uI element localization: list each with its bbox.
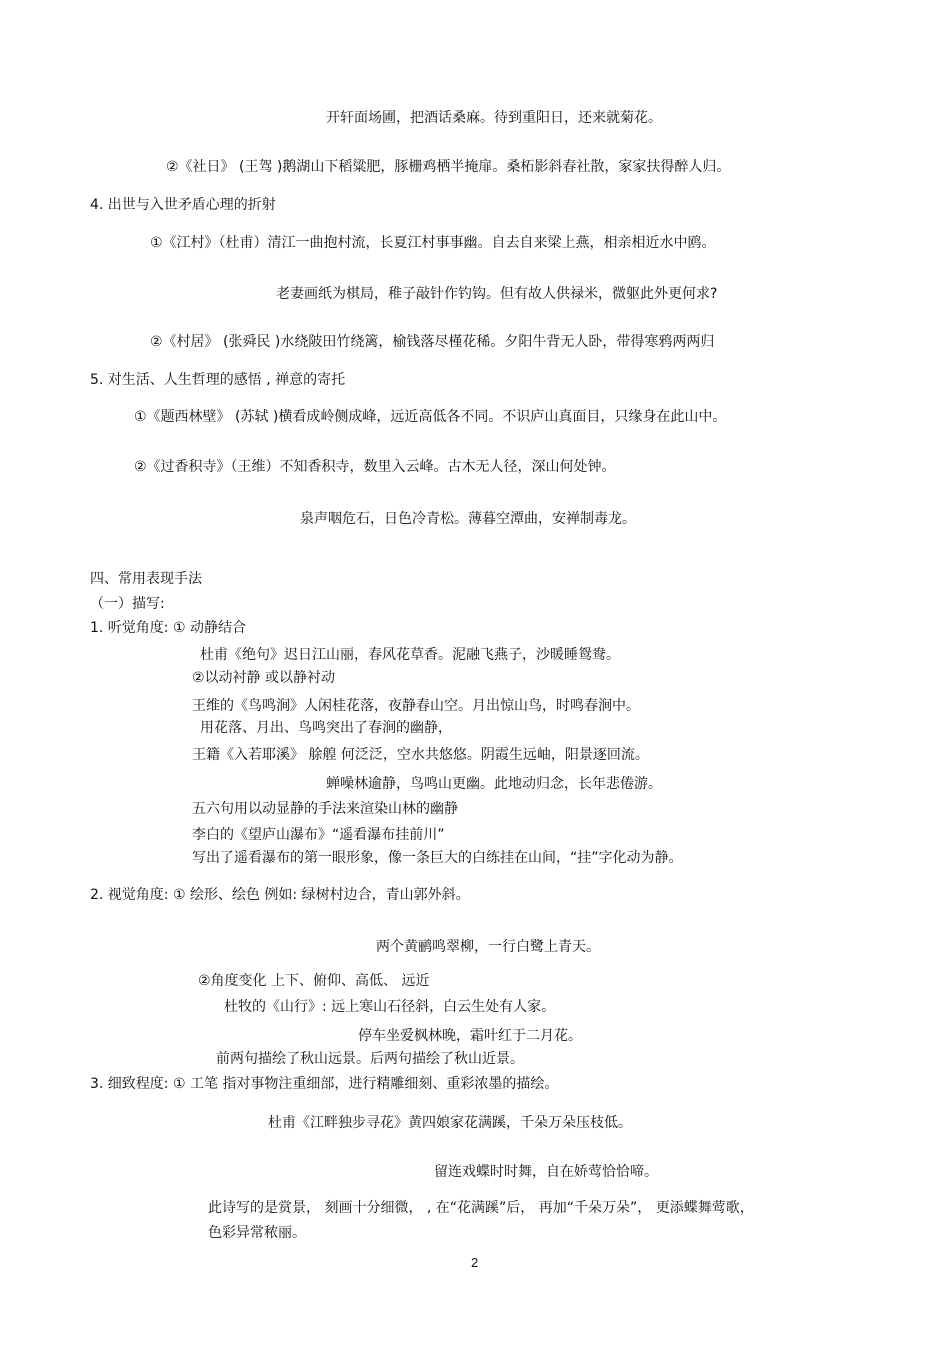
poem-entry: 杜甫《绝句》迟日江山丽，春风花草香。泥融飞燕子，沙暖睡鸳鸯。 — [200, 647, 620, 663]
poem-entry: ②《过香积寺》（王维）不知香积寺，数里入云峰。古木无人径，深山何处钟。 — [134, 459, 616, 475]
commentary: 写出了遥看瀑布的第一眼形象，像一条巨大的白练挂在山间，“挂”字化动为静。 — [192, 850, 683, 866]
poem-entry: ②《社日》 (王驾 )鹅湖山下稻粱肥，豚栅鸡栖半掩扉。桑柘影斜春社散，家家扶得醉人归。 — [166, 159, 731, 175]
poem-entry: ①《题西林壁》 (苏轼 )横看成岭侧成峰，远近高低各不同。不识庐山真面目，只缘身在此山中。 — [134, 409, 727, 425]
poem-line: 泉声咽危石，日色冷青松。薄暮空潭曲，安禅制毒龙。 — [300, 511, 636, 527]
poem-line: 开轩面场圃，把酒话桑麻。待到重阳日，还来就菊花。 — [326, 110, 662, 126]
chapter-heading: 四、常用表现手法 — [90, 571, 202, 587]
poem-line: 两个黄鹂鸣翠柳，一行白鹭上青天。 — [376, 939, 600, 955]
poem-entry: 王维的《鸟鸣涧》人闲桂花落，夜静春山空。月出惊山鸟，时鸣春涧中。 — [192, 698, 640, 714]
poem-line: 停车坐爱枫林晚，霜叶红于二月花。 — [358, 1028, 582, 1044]
subsection-heading: （一）描写: — [90, 596, 165, 612]
section-heading: 3. 细致程度: ① 工笔 指对事物注重细部，进行精雕细刻、重彩浓墨的描绘。 — [90, 1076, 559, 1092]
poem-entry: 杜甫《江畔独步寻花》黄四娘家花满蹊，千朵万朵压枝低。 — [268, 1115, 632, 1131]
commentary: 五六句用以动显静的手法来渲染山林的幽静 — [192, 801, 458, 817]
poem-line: 留连戏蝶时时舞，自在娇莺恰恰啼。 — [434, 1164, 658, 1180]
poem-line: 老妻画纸为棋局，稚子敲针作钓钩。但有故人供禄米，微躯此外更何求? — [276, 286, 718, 302]
poem-entry: ①《江村》（杜甫）清江一曲抱村流，长夏江村事事幽。自去自来梁上燕，相亲相近水中鸥。 — [150, 235, 716, 251]
poem-entry: 王籍《入若耶溪》 艅艎 何泛泛，空水共悠悠。阴霞生远岫，阳景逐回流。 — [192, 747, 649, 763]
section-heading: 2. 视觉角度: ① 绘形、绘色 例如: 绿树村边合，青山郭外斜。 — [90, 887, 470, 903]
commentary: 用花落、月出、鸟鸣突出了春涧的幽静， — [200, 720, 452, 736]
technique-label: ②角度变化 上下、俯仰、高低、 远近 — [198, 973, 430, 989]
commentary: 前两句描绘了秋山远景。后两句描绘了秋山近景。 — [216, 1051, 524, 1067]
page-number: 2 — [471, 1255, 479, 1270]
section-heading: 4. 出世与入世矛盾心理的折射 — [90, 197, 276, 213]
poem-entry: ②《村居》 (张舜民 )水绕陂田竹绕篱，榆钱落尽槿花稀。夕阳牛背无人卧，带得寒鸦两两归 — [150, 334, 715, 350]
poem-entry: 李白的《望庐山瀑布》“遥看瀑布挂前川” — [192, 827, 445, 843]
technique-label: ②以动衬静 或以静衬动 — [192, 670, 336, 686]
poem-line: 蝉噪林逾静，鸟鸣山更幽。此地动归念，长年悲倦游。 — [326, 776, 662, 792]
commentary: 此诗写的是赏景， 刻画十分细微， , 在“花满蹊”后， 再加“千朵万朵”， 更添蝶舞莺歌， — [208, 1200, 754, 1216]
commentary: 色彩异常秾丽。 — [208, 1225, 306, 1241]
section-heading: 5. 对生活、人生哲理的感悟 , 禅意的寄托 — [90, 372, 346, 388]
section-heading: 1. 听觉角度: ① 动静结合 — [90, 620, 246, 636]
poem-entry: 杜牧的《山行》: 远上寒山石径斜，白云生处有人家。 — [224, 999, 556, 1015]
